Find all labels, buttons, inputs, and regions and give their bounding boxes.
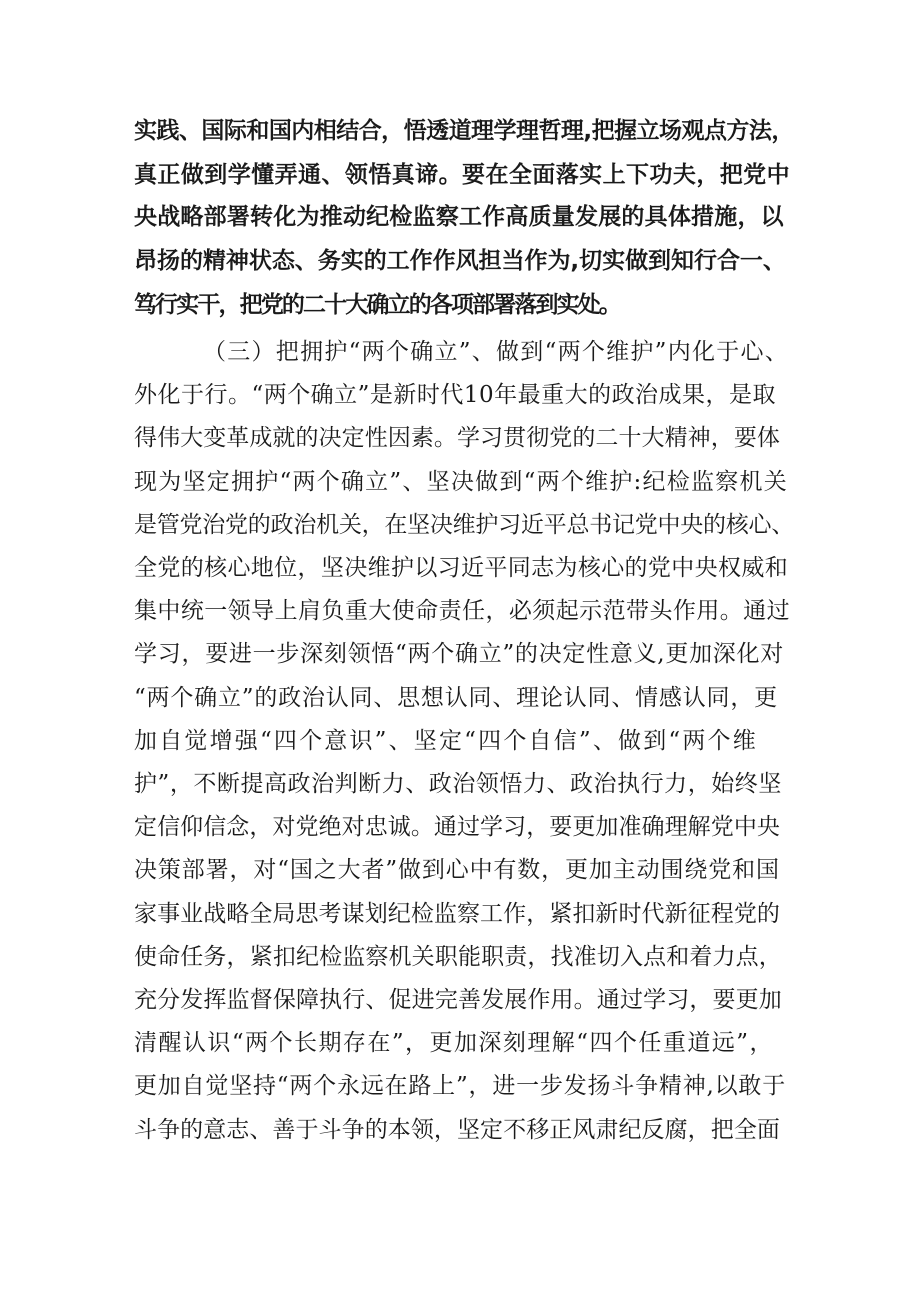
text-line: 家事业战略全局思考谋划纪检监察工作，紧扣新时代新征程党的	[134, 901, 780, 927]
text-line: 昂扬的精神状态、务实的工作作风担当作为,切实做到知行合一、	[134, 248, 786, 274]
text-line: 得伟大变革成就的决定性因素。学习贯彻党的二十大精神，要体	[134, 425, 780, 451]
text-line: 加自觉增强“四个意识”、坚定“四个自信”、做到“两个维	[134, 728, 758, 754]
text-line: 是管党治党的政治机关，在坚决维护习近平总书记党中央的核心、	[134, 512, 795, 538]
text-line: 央战略部署转化为推动纪检监察工作高质量发展的具体措施，以	[134, 204, 784, 230]
text-line: 现为坚定拥护“两个确立”、坚决做到“两个维护:纪检监察机关	[134, 469, 788, 495]
text-line: 更加自觉坚持“两个永远在路上”，进一步发扬斗争精神,以敢于	[134, 1073, 787, 1099]
text-line: 清醒认识“两个长期存在”，更加深刻理解“四个任重道远”，	[134, 1030, 774, 1056]
text-line: 斗争的意志、善于斗争的本领，坚定不移正风肃纪反腐，把全面	[134, 1117, 780, 1143]
text-line: 使命任务，紧扣纪检监察机关职能职责，找准切入点和着力点，	[134, 944, 782, 970]
text-line: 真正做到学懂弄通、领悟真谛。要在全面落实上下功夫，把党中	[134, 162, 791, 188]
text-line: 决策部署，对“国之大者”做到心中有数，更加主动围绕党和国	[134, 857, 780, 883]
text-line: 充分发挥监督保障执行、促进完善发展作用。通过学习，要更加	[134, 987, 782, 1013]
text-line: 实践、国际和国内相结合，悟透道理学理哲理,把握立场观点方法，	[134, 118, 794, 144]
text-line: 全党的核心地位，坚决维护以习近平同志为核心的党中央权威和	[134, 555, 789, 581]
text-line: 定信仰信念，对党绝对忠诚。通过学习，要更加准确理解党中央	[134, 814, 780, 840]
text-line: 护”，不断提高政治判断力、政治领悟力、政治执行力，始终坚	[134, 771, 782, 797]
text-line: 笃行实干，把党的二十大确立的各项部署落到实处。	[134, 292, 620, 318]
text-line: 学习，要进一步深刻领悟“两个确立”的决定性意义,更加深化对	[134, 641, 784, 667]
text-line: 集中统一领导上肩负重大使命责任，必须起示范带头作用。通过	[134, 598, 791, 624]
text-line: 外化于行。“两个确立”是新时代10年最重大的政治成果，是取	[134, 382, 776, 408]
text-line: （三）把拥护“两个确立”、做到“两个维护”内化于心、	[203, 339, 790, 365]
text-line: “两个确立”的政治认同、思想认同、理论认同、情感认同，更	[134, 685, 778, 711]
